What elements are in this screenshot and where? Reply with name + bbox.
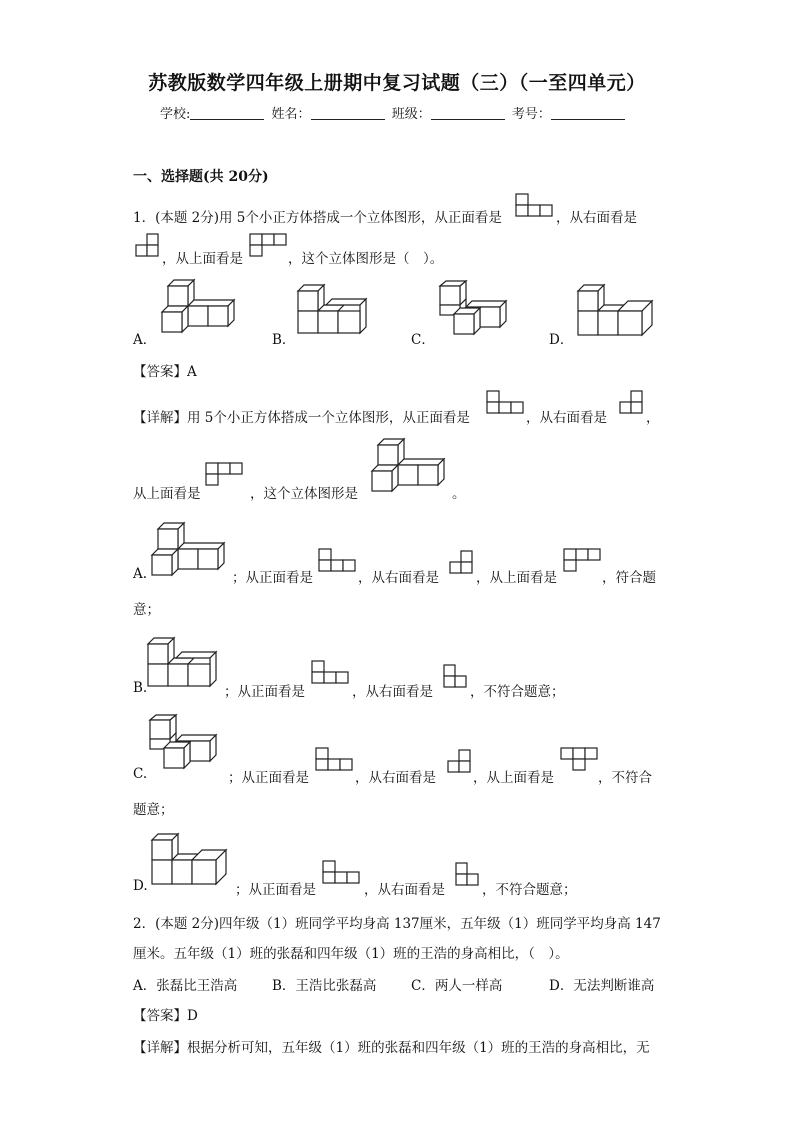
section-heading: 一、选择题(共 20分) bbox=[133, 169, 269, 185]
right-view-icon bbox=[449, 550, 475, 576]
front-view-icon bbox=[486, 390, 526, 416]
detail-d-t2: ，从右面看是 bbox=[364, 882, 445, 898]
detail-b-label: B. bbox=[133, 680, 148, 696]
top-view-icon bbox=[563, 548, 603, 574]
detail-a-t3: ，从上面看是 bbox=[476, 570, 557, 586]
q1-explain-l1a: 【详解】用 5个小正方体搭成一个立体图形，从正面看是 bbox=[133, 410, 470, 426]
q1-stem-line1a: 1．(本题 2分)用 5个小正方体搭成一个立体图形，从正面看是 bbox=[133, 210, 502, 226]
q1-option-d-label: D． bbox=[549, 332, 574, 348]
front-view-icon bbox=[515, 193, 555, 217]
school-blank bbox=[190, 107, 264, 120]
detail-c-t1: ；从正面看是 bbox=[228, 770, 309, 786]
top-view-icon bbox=[249, 233, 289, 259]
top-view-icon bbox=[560, 747, 600, 775]
right-view-icon bbox=[447, 749, 473, 775]
name-blank bbox=[311, 107, 385, 120]
detail-b-t2: ，从右面看是 bbox=[352, 684, 433, 700]
front-view-icon bbox=[318, 548, 358, 574]
q1-explain-l2a: 从上面看是 bbox=[133, 486, 201, 502]
q2-option-c: C．两人一样高 bbox=[411, 978, 503, 994]
class-label: 班级： bbox=[391, 107, 431, 122]
detail-c-t5: 题意； bbox=[133, 802, 174, 818]
detail-d-cube-figure bbox=[150, 832, 230, 886]
q1-answer: 【答案】A bbox=[133, 364, 197, 380]
detail-c-t3: ，从上面看是 bbox=[473, 770, 554, 786]
right-view-icon bbox=[619, 390, 645, 416]
option-a-cube-figure bbox=[158, 277, 238, 335]
page-title: 苏教版数学四年级上册期中复习试题（三）（一至四单元） bbox=[148, 72, 646, 94]
q1-option-b-label: B． bbox=[272, 332, 296, 348]
front-view-icon bbox=[322, 860, 362, 886]
detail-a-cube-figure bbox=[148, 520, 228, 578]
q2-stem-line1: 2．(本题 2分)四年级（1）班同学平均身高 137厘米，五年级（1）班同学平均身高 147 bbox=[133, 916, 661, 932]
top-view-icon bbox=[205, 462, 245, 490]
detail-b-t1: ；从正面看是 bbox=[224, 684, 305, 700]
detail-a-t2: ，从右面看是 bbox=[358, 570, 439, 586]
detail-a-t5: 意； bbox=[133, 602, 160, 618]
q1-stem-line1b: ，从右面看是 bbox=[556, 210, 637, 226]
q1-explain-l1c: ， bbox=[646, 410, 660, 426]
detail-b-t3: ，不符合题意； bbox=[470, 684, 565, 700]
detail-c-cube-figure bbox=[146, 714, 218, 772]
q1-explain-l1b: ，从右面看是 bbox=[526, 410, 607, 426]
q1-explain-l2b: ，这个立体图形是 bbox=[250, 486, 358, 502]
front-view-icon bbox=[315, 747, 355, 773]
detail-d-label: D. bbox=[133, 878, 148, 894]
number-label: 考号： bbox=[511, 107, 551, 122]
answer-cube-figure bbox=[368, 436, 448, 494]
detail-a-t4: ，符合题 bbox=[602, 570, 656, 586]
q1-stem-line2b: ，这个立体图形是（ ）。 bbox=[288, 251, 444, 267]
detail-d-t3: ，不符合题意； bbox=[482, 882, 577, 898]
school-label: 学校: bbox=[160, 107, 191, 122]
name-label: 姓名： bbox=[271, 107, 311, 122]
q2-answer: 【答案】D bbox=[133, 1008, 198, 1024]
detail-c-t2: ，从右面看是 bbox=[355, 770, 436, 786]
detail-d-t1: ；从正面看是 bbox=[235, 882, 316, 898]
student-info-line bbox=[160, 103, 628, 122]
detail-c-t4: ，不符合 bbox=[598, 770, 652, 786]
right-view-icon bbox=[455, 862, 481, 888]
q2-explain: 【详解】根据分析可知，五年级（1）班的张磊和四年级（1）班的王浩的身高相比，无 bbox=[133, 1040, 650, 1056]
detail-a-t1: ；从正面看是 bbox=[232, 570, 313, 586]
q2-option-b: B．王浩比张磊高 bbox=[272, 978, 377, 994]
q1-option-c-label: C． bbox=[411, 332, 435, 348]
detail-a-label: A. bbox=[133, 566, 148, 582]
q2-stem-line2: 厘米。五年级（1）班的张磊和四年级（1）班的王浩的身高相比，（ ）。 bbox=[133, 946, 569, 962]
class-blank bbox=[431, 107, 505, 120]
option-c-cube-figure bbox=[436, 280, 508, 338]
q1-option-a-label: A． bbox=[133, 332, 157, 348]
option-b-cube-figure bbox=[296, 283, 368, 337]
option-d-cube-figure bbox=[576, 283, 656, 337]
q2-option-d: D．无法判断谁高 bbox=[549, 978, 655, 994]
q2-option-a: A．张磊比王浩高 bbox=[133, 978, 238, 994]
number-blank bbox=[551, 107, 625, 120]
detail-c-label: C. bbox=[133, 766, 148, 782]
front-view-icon bbox=[311, 660, 351, 686]
detail-b-cube-figure bbox=[146, 636, 218, 690]
right-view-icon bbox=[443, 664, 469, 690]
right-view-icon bbox=[135, 233, 161, 259]
q1-stem-line2a: ，从上面看是 bbox=[162, 251, 243, 267]
q1-explain-l2c: 。 bbox=[452, 486, 466, 502]
